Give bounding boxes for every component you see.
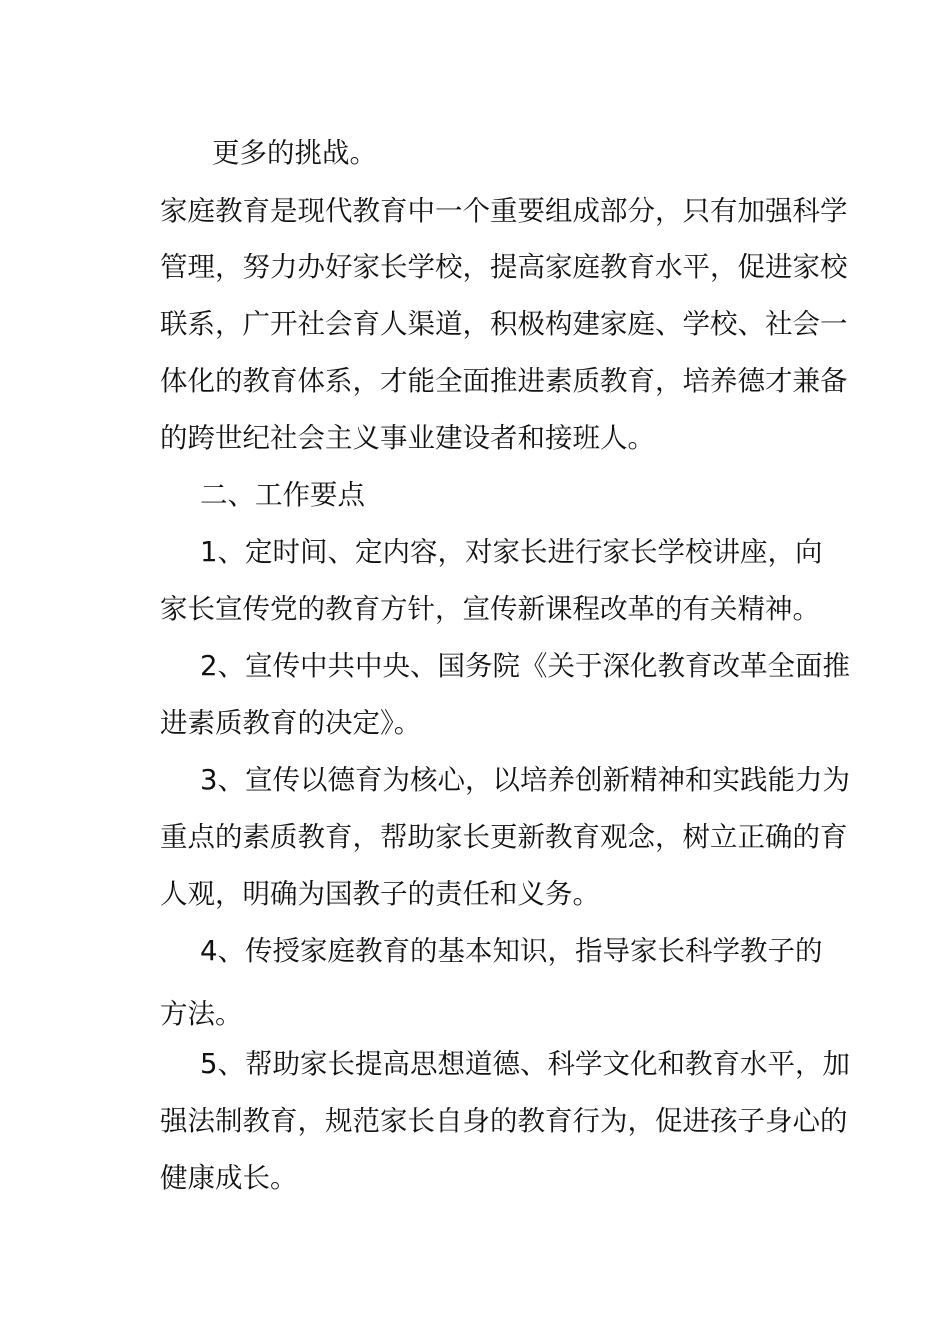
text-line: 联系，广开社会育人渠道，积极构建家庭、学校、社会一: [160, 308, 848, 340]
list-item-5-line: 强法制教育，规范家长自身的教育行为，促进孩子身心的: [160, 1105, 848, 1137]
list-item-1-line: 家长宣传党的教育方针，宣传新课程改革的有关精神。: [160, 593, 820, 625]
list-item-3-line: 重点的素质教育，帮助家长更新教育观念，树立正确的育: [160, 821, 848, 853]
section-heading: 二、工作要点: [200, 479, 365, 511]
list-item-4-line: 方法。: [160, 998, 243, 1030]
list-item-5-line: 健康成长。: [160, 1162, 298, 1194]
list-item-1-line: 1、定时间、定内容，对家长进行家长学校讲座，向: [200, 536, 823, 568]
text-line: 的跨世纪社会主义事业建设者和接班人。: [160, 422, 655, 454]
list-item-5-line: 5、帮助家长提高思想道德、科学文化和教育水平，加: [200, 1048, 850, 1080]
list-item-3-line: 3、宣传以德育为核心，以培养创新精神和实践能力为: [200, 764, 850, 796]
list-item-2-line: 进素质教育的决定》。: [160, 707, 422, 739]
text-line: 体化的教育体系，才能全面推进素质教育，培养德才兼备: [160, 365, 848, 397]
list-item-2-line: 2、宣传中共中央、国务院《关于深化教育改革全面推: [200, 650, 850, 682]
text-line: 管理，努力办好家长学校，提高家庭教育水平，促进家校: [160, 251, 848, 283]
text-line-continuation: 更多的挑战。: [212, 137, 377, 169]
list-item-3-line: 人观，明确为国教子的责任和义务。: [160, 878, 600, 910]
text-line: 家庭教育是现代教育中一个重要组成部分，只有加强科学: [160, 195, 848, 227]
list-item-4-line: 4、传授家庭教育的基本知识，指导家长科学教子的: [200, 935, 823, 967]
